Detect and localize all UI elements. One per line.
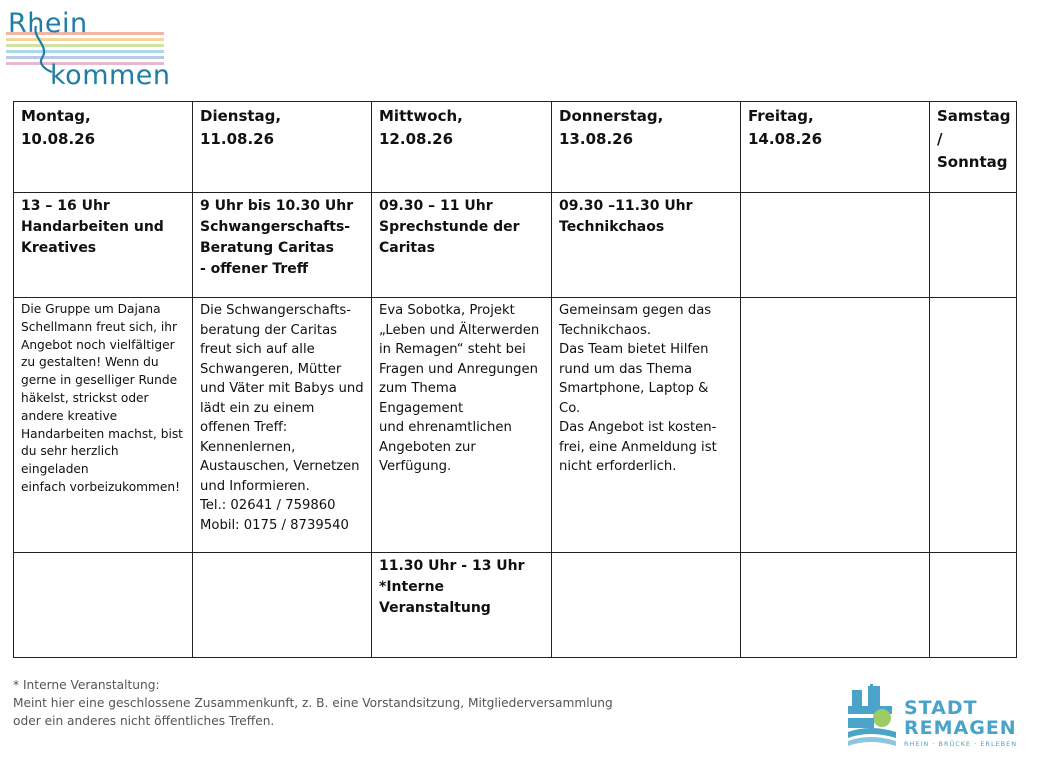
event-title-row [14, 193, 1017, 298]
event-title-monday: 13 – 16 Uhr Handarbeiten und Kreatives [14, 193, 193, 298]
day-header-thursday: Donnerstag, 13.08.26 [552, 102, 741, 193]
day-header-tuesday: Dienstag, 11.08.26 [193, 102, 372, 193]
footnote-heading: * Interne Veranstaltung: [13, 678, 160, 692]
event-title-friday [741, 193, 930, 298]
table-header-row [14, 102, 1017, 193]
event-title-tuesday: 9 Uhr bis 10.30 Uhr Schwangerschafts- Beratung Caritas - offener Treff [193, 193, 372, 298]
weekly-schedule-table [13, 101, 1017, 658]
day-header-friday: Freitag, 14.08.26 [741, 102, 930, 193]
event-title-thursday: 09.30 –11.30 Uhr Technikchaos [552, 193, 741, 298]
remagen-emblem-icon [846, 684, 902, 750]
event-description-thursday: Gemeinsam gegen das Technikchaos. Das Team bietet Hilfen rund um das Thema Smartphone, Laptop & Co. Das Angebot ist kosten- frei, eine Anmeldung ist nicht erforderlich. [552, 298, 741, 553]
day-header-wednesday: Mittwoch, 12.08.26 [372, 102, 552, 193]
event-description-monday: Die Gruppe um Dajana Schellmann freut sich, ihr Angebot noch vielfältiger zu gestalten! Wenn du gerne in geselliger Runde häkelst, strickst oder andere kreative Handarbeiten machst, bist du sehr herzlich eingeladen einfach vorbeizukommen! [14, 298, 193, 553]
stadt-remagen-logo [846, 684, 1026, 750]
day-header-monday: Montag, 10.08.26 [14, 102, 193, 193]
footnote-text-line: Meint hier eine geschlossene Zusammenkunft, z. B. eine Vorstandsitzung, Mitgliederversammlung [13, 696, 613, 710]
event-title-wednesday: 09.30 – 11 Uhr Sprechstunde der Caritas [372, 193, 552, 298]
footnote-text-line: oder ein anderes nicht öffentliches Treffen. [13, 714, 275, 728]
extra-event-row [14, 553, 1017, 658]
day-header-weekend: Samstag / Sonntag [930, 102, 1017, 193]
event-description-wednesday: Eva Sobotka, Projekt „Leben und Älterwerden in Remagen“ steht bei Fragen und Anregungen zum Thema Engagement und ehrenamtlichen Angeboten zur Verfügung. [372, 298, 552, 553]
extra-event-friday [741, 553, 930, 658]
extra-event-tuesday [193, 553, 372, 658]
event-title-weekend [930, 193, 1017, 298]
rheinkommen-logo [6, 6, 171, 94]
remagen-logo-line2: REMAGEN [904, 717, 1017, 739]
extra-event-thursday [552, 553, 741, 658]
event-description-row [14, 298, 1017, 553]
extra-event-monday [14, 553, 193, 658]
logo-word-kommen: kommen [50, 60, 171, 91]
extra-event-weekend [930, 553, 1017, 658]
event-description-friday [741, 298, 930, 553]
extra-event-wednesday: 11.30 Uhr - 13 Uhr *Interne Veranstaltung [372, 553, 552, 658]
remagen-logo-tagline: RHEIN · BRÜCKE · ERLEBEN [904, 740, 1018, 748]
logo-word-rhein: Rhein [8, 8, 88, 39]
event-description-weekend [930, 298, 1017, 553]
event-description-tuesday: Die Schwangerschafts- beratung der Caritas freut sich auf alle Schwangeren, Mütter und Väter mit Babys und lädt ein zu einem offenen Treff: Kennenlernen, Austauschen, Vernetzen und Informieren. Tel.: 02641 / 759860 Mobil: 0175 / 8739540 [193, 298, 372, 553]
footnote [13, 676, 653, 730]
remagen-logo-line1: STADT [904, 697, 978, 719]
